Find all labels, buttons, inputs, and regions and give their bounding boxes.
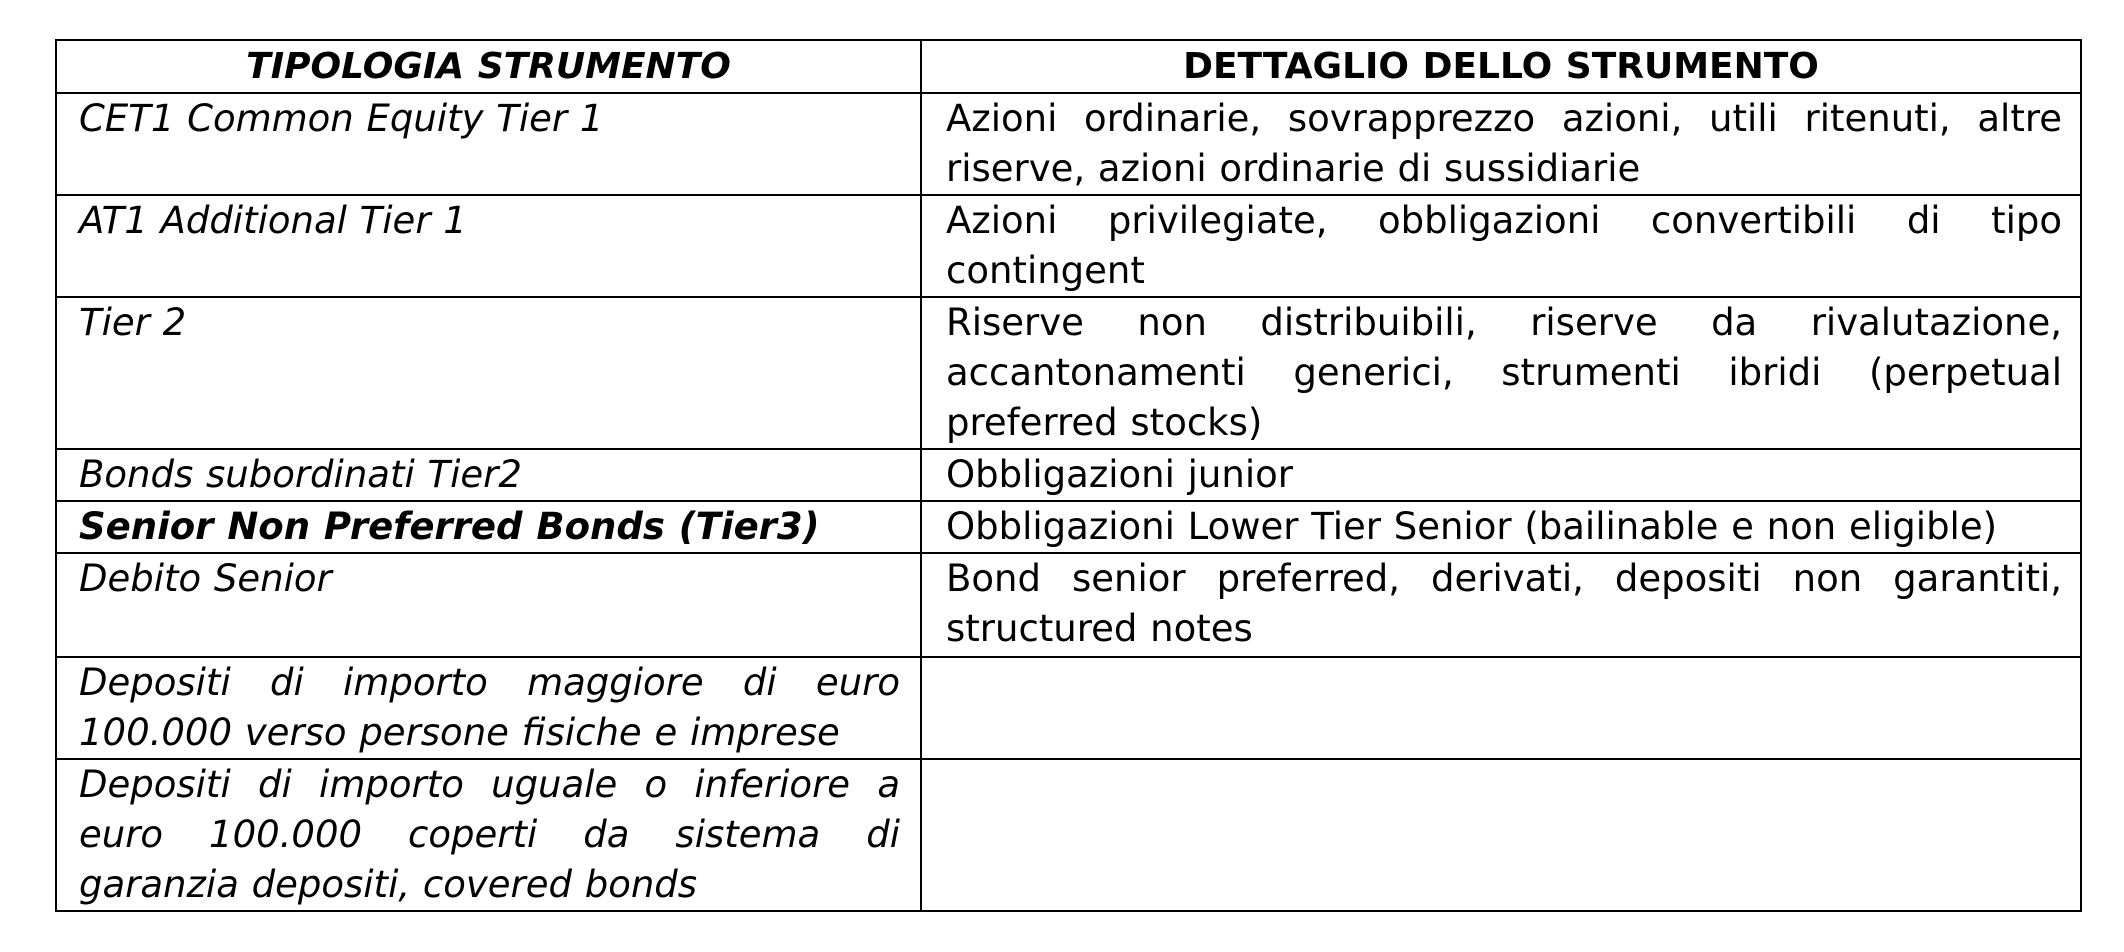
- header-dettaglio: DETTAGLIO DELLO STRUMENTO: [921, 40, 2081, 93]
- table-header-row: [56, 40, 2081, 93]
- cell-type: Depositi di importo uguale o inferiore a euro 100.000 coperti da sistema di garanzia depositi, covered bonds: [56, 759, 921, 911]
- table-row: [56, 297, 2081, 449]
- cell-detail: [921, 657, 2081, 759]
- cell-detail: Bond senior preferred, derivati, depositi non garantiti, structured notes: [921, 553, 2081, 657]
- cell-detail: [921, 759, 2081, 911]
- table-row: [56, 657, 2081, 759]
- cell-type: Senior Non Preferred Bonds (Tier3): [56, 501, 921, 553]
- cell-detail: Azioni privilegiate, obbligazioni convertibili di tipo contingent: [921, 195, 2081, 297]
- table-row: [56, 195, 2081, 297]
- cell-type: AT1 Additional Tier 1: [56, 195, 921, 297]
- instrument-table: [55, 39, 2082, 912]
- table-row: [56, 553, 2081, 657]
- cell-type: Depositi di importo maggiore di euro 100.000 verso persone fisiche e imprese: [56, 657, 921, 759]
- cell-type: Bonds subordinati Tier2: [56, 449, 921, 501]
- cell-detail: Riserve non distribuibili, riserve da rivalutazione, accantonamenti generici, strumenti ibridi (perpetual preferred stocks): [921, 297, 2081, 449]
- cell-detail: Obbligazioni Lower Tier Senior (bailinable e non eligible): [921, 501, 2081, 553]
- cell-detail: Obbligazioni junior: [921, 449, 2081, 501]
- cell-type: Debito Senior: [56, 553, 921, 657]
- header-tipologia: TIPOLOGIA STRUMENTO: [56, 40, 921, 93]
- table-row: [56, 759, 2081, 911]
- cell-type: Tier 2: [56, 297, 921, 449]
- cell-type: CET1 Common Equity Tier 1: [56, 93, 921, 195]
- table-row: [56, 501, 2081, 553]
- cell-detail: Azioni ordinarie, sovrapprezzo azioni, utili ritenuti, altre riserve, azioni ordinarie di sussidiarie: [921, 93, 2081, 195]
- table-row: [56, 93, 2081, 195]
- table-row: [56, 449, 2081, 501]
